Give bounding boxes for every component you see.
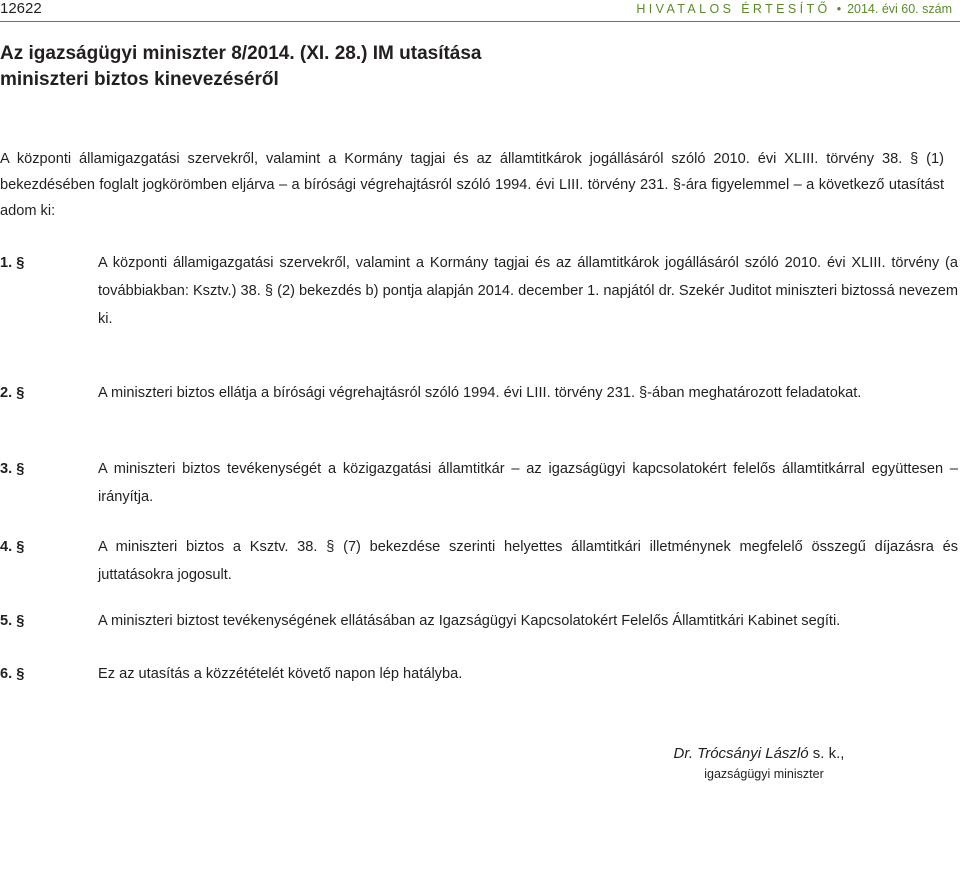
- section-5: [0, 607, 958, 635]
- journal-masthead: [636, 1, 952, 17]
- section-3: [0, 455, 958, 511]
- section-number: 1. §: [0, 255, 25, 271]
- document-title: [0, 41, 640, 93]
- page-number: 12622: [0, 0, 42, 17]
- section-1: [0, 249, 958, 333]
- signatory-suffix: s. k.,: [808, 745, 845, 762]
- title-line-2: miniszteri biztos kinevezéséről: [0, 69, 279, 90]
- section-4: [0, 533, 958, 589]
- section-text: Ez az utasítás a közzétételét követő napon lép hatályba.: [98, 666, 463, 682]
- section-text: A központi államigazgatási szervekről, valamint a Kormány tagjai és az államtitkárok jogállásáról szóló 2010. évi XLIII. törvény (a továbbiakban: Ksztv.) 38. § (2) bekezdés b) pontja alapján 2014. december 1. napjától dr. Szekér Juditot miniszteri biztossá nevezem ki.: [98, 255, 958, 327]
- journal-issue: 2014. évi 60. szám: [847, 2, 952, 16]
- preamble: A központi államigazgatási szervekről, valamint a Kormány tagjai és az államtitkárok jogállásáról szóló 2010. évi XLIII. törvény 38. § (1) bekezdésében foglalt jogkörömben eljárva – a bírósági végrehajtásról szóló 1994. évi LIII. törvény 231. §-ára figyelemmel – a következő utasítást adom ki:: [0, 151, 944, 219]
- section-text: A miniszteri biztos tevékenységét a közigazgatási államtitkár – az igazságügyi kapcsolatokért felelős államtitkárral együttesen – irányítja.: [98, 461, 958, 505]
- signatory-line: [638, 744, 880, 764]
- section-text: A miniszteri biztost tevékenységének ellátásában az Igazságügyi Kapcsolatokért Felelős Államtitkári Kabinet segíti.: [98, 613, 841, 629]
- section-number: 3. §: [0, 461, 25, 477]
- section-text: A miniszteri biztos a Ksztv. 38. § (7) bekezdése szerinti helyettes államtitkári illetménynek megfelelő összegű díjazásra és juttatásokra jogosult.: [98, 539, 958, 583]
- section-6: [0, 660, 958, 688]
- journal-name: HIVATALOS ÉRTESÍTŐ: [636, 2, 831, 16]
- header-rule: [0, 21, 960, 22]
- signature-block: [640, 744, 880, 784]
- section-number: 5. §: [0, 613, 25, 629]
- section-number: 4. §: [0, 539, 25, 555]
- title-line-1: Az igazságügyi miniszter 8/2014. (XI. 28.) IM utasítása: [0, 43, 482, 64]
- section-text: A miniszteri biztos ellátja a bírósági végrehajtásról szóló 1994. évi LIII. törvény 231. §-ában meghatározott feladatokat.: [98, 385, 862, 401]
- signatory-name: Dr. Trócsányi László: [673, 745, 809, 762]
- signatory-title: igazságügyi miniszter: [704, 767, 824, 781]
- header-separator: •: [836, 2, 842, 16]
- page-header: [0, 0, 960, 24]
- section-2: [0, 379, 958, 407]
- section-number: 2. §: [0, 385, 25, 401]
- section-number: 6. §: [0, 666, 25, 682]
